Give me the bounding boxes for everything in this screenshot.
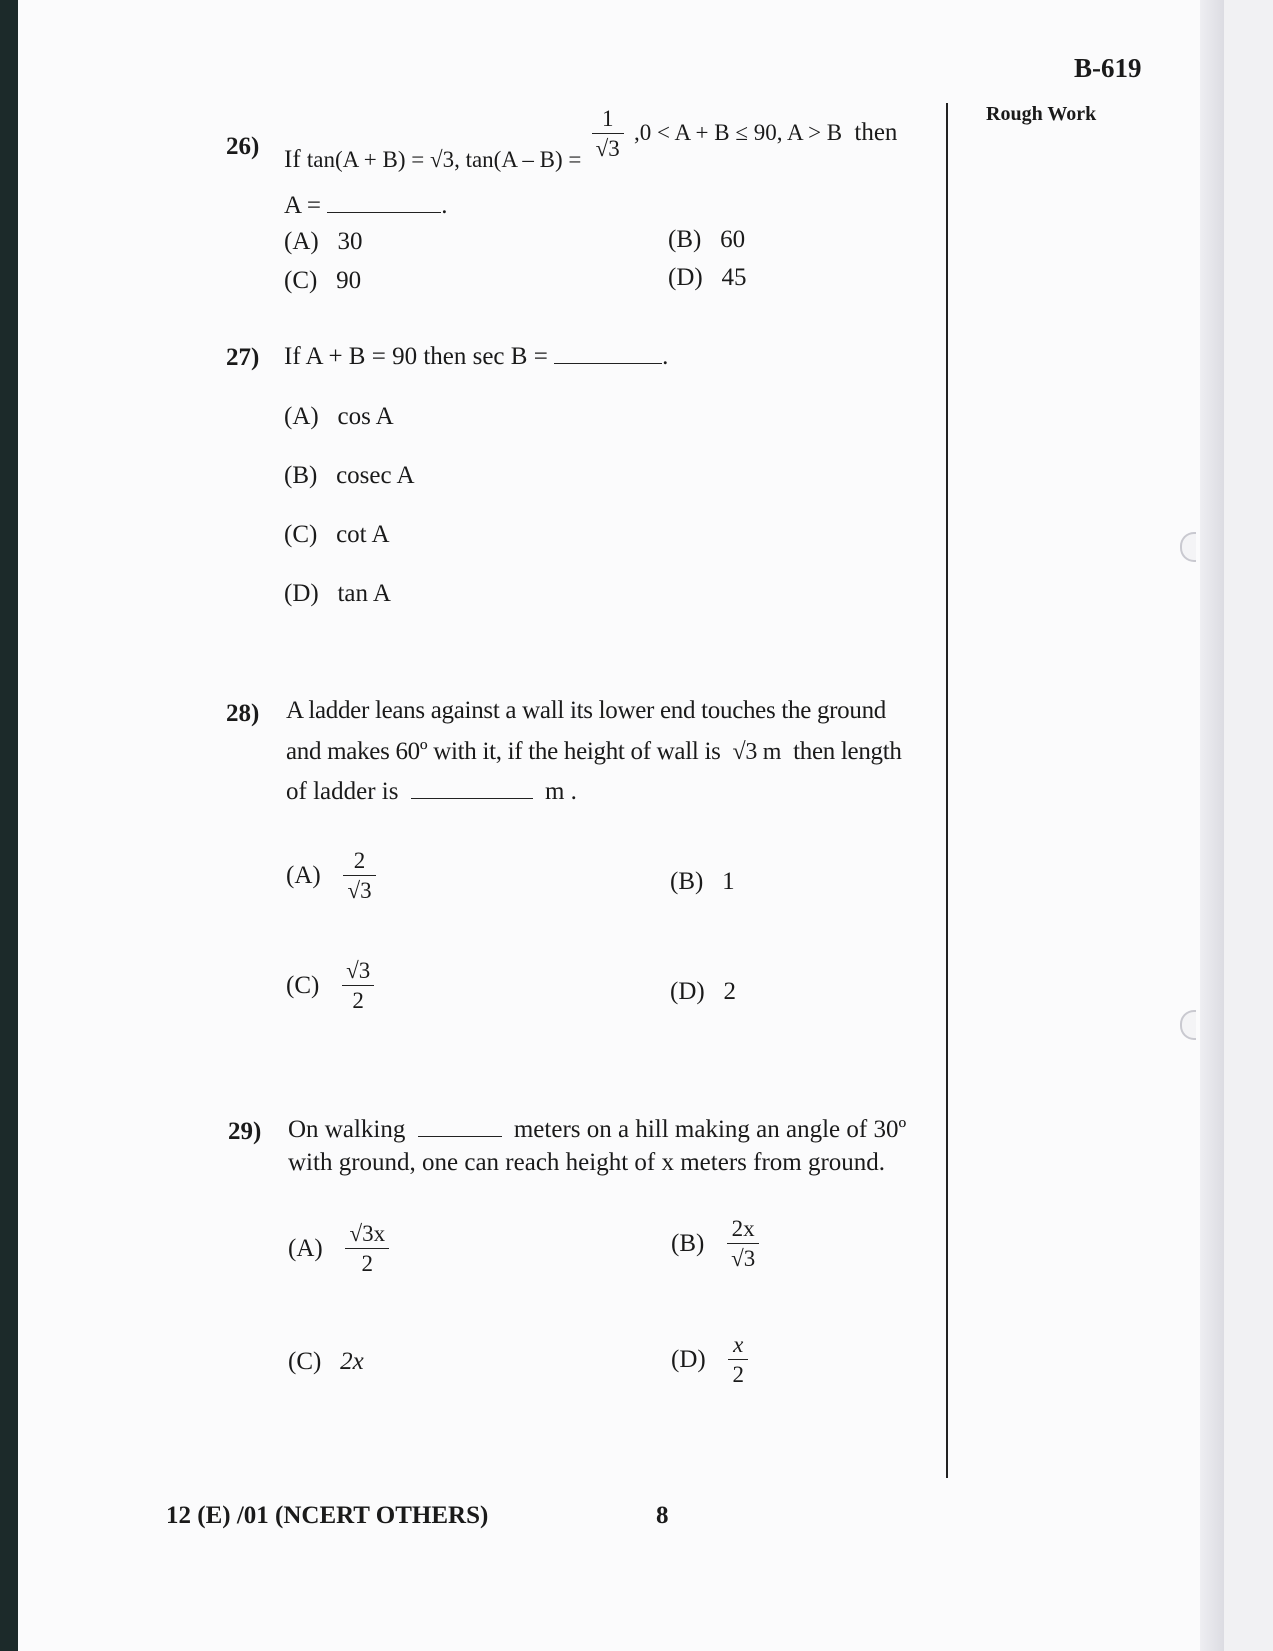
option-d[interactable] [671,1332,752,1388]
answer-blank [418,1136,502,1137]
option-label: (A) [284,228,319,255]
question-stem [284,343,668,371]
question-number: 28) [226,700,260,727]
stem-line-2a: and makes 60º with it, if the height of wall is [286,738,721,765]
stem-fraction [592,106,624,162]
option-fraction [728,1332,748,1388]
option-label: (D) [668,264,703,291]
option-d[interactable] [670,978,736,1006]
option-a[interactable] [284,228,362,256]
option-label: (B) [671,1229,705,1257]
option-value: cosec A [336,462,415,489]
option-value: 2x [340,1348,364,1375]
stem-line-2 [286,738,902,766]
fraction-numerator: x [728,1332,748,1360]
stem-tail: then [854,118,898,146]
stem-lead: If [284,145,301,173]
answer-end: . [441,192,448,219]
option-label: (D) [670,978,705,1005]
option-label: (B) [670,868,704,895]
stem-line-1b: meters on a hill making an angle of 30º [513,1116,907,1143]
footer-paper-id: 12 (E) /01 (NCERT OTHERS) [166,1502,489,1529]
stem-line-3 [286,778,577,806]
answer-line [284,192,448,220]
stem-line-3b: m . [544,778,577,805]
stem-line-2: with ground, one can reach height of x meters from ground. [288,1149,886,1176]
option-label: (A) [284,403,319,430]
stem-line-1: A ladder leans against a wall its lower end touches the ground [286,697,886,724]
option-fraction [342,958,374,1014]
fraction-numerator: √3 [342,958,374,986]
answer-blank [327,212,441,213]
page-number: 8 [656,1502,669,1529]
exam-page [18,0,1223,1651]
fraction-denominator: √3 [595,136,620,162]
rough-work-label: Rough Work [986,103,1097,125]
option-d[interactable] [668,264,746,292]
option-a[interactable] [288,1221,393,1277]
option-value: 90 [336,267,362,294]
option-c[interactable] [286,958,378,1014]
stem-end: . [662,343,669,370]
fraction-numerator: √3x [345,1221,389,1249]
option-c[interactable] [284,267,361,295]
question-number: 26) [226,133,260,160]
stem-text: If A + B = 90 then sec B = [284,343,548,370]
stem-expression-2: ,0 < A + B ≤ 90, A > B [634,119,843,145]
option-value: 45 [721,264,747,291]
rough-work-divider [946,103,948,1478]
option-label: (D) [284,580,319,607]
option-fraction [345,1221,389,1277]
option-value: 1 [722,868,735,895]
option-value: 60 [720,226,746,253]
fraction-denominator: √3 [731,1246,756,1272]
fraction-denominator: 2 [352,988,364,1014]
option-label: (B) [668,226,702,253]
option-value: 2 [723,978,736,1005]
option-value: tan A [337,580,391,607]
option-a[interactable] [286,848,380,904]
fraction-denominator: √3 [347,878,372,904]
option-a[interactable] [284,403,394,431]
answer-blank [554,363,662,364]
option-label: (B) [284,462,318,489]
answer-prefix: A = [284,192,322,219]
option-value: cot A [336,521,390,548]
option-d[interactable] [284,580,391,608]
fraction-denominator: 2 [361,1251,374,1277]
question-number: 27) [226,344,260,371]
fraction-denominator: 2 [732,1362,744,1388]
option-value: cos A [337,403,394,430]
option-b[interactable] [284,462,415,490]
question-number: 29) [228,1118,262,1145]
page-edge-shadow [1200,0,1224,1651]
option-fraction [727,1216,759,1272]
option-label: (C) [284,521,318,548]
option-label: (A) [288,1234,323,1262]
option-label: (C) [284,267,318,294]
fraction-numerator: 2x [727,1216,759,1244]
option-value: 30 [337,228,363,255]
question-stem [284,106,898,173]
option-label: (D) [671,1345,706,1373]
option-c[interactable] [288,1348,364,1376]
paper-code: B-619 [1074,53,1142,83]
option-c[interactable] [284,521,390,549]
option-label: (C) [288,1348,322,1375]
stem-line-1 [288,1116,906,1144]
stem-line-3a: of ladder is [286,778,399,805]
stem-expression-1: tan(A + B) = √3, tan(A – B) = [306,146,582,172]
stem-line-2b: √3 m [732,739,782,765]
fraction-numerator: 2 [343,848,375,876]
option-b[interactable] [671,1216,763,1272]
option-b[interactable] [668,226,745,254]
option-b[interactable] [670,868,735,896]
option-label: (A) [286,861,321,889]
answer-blank [411,798,533,799]
option-fraction [343,848,375,904]
stem-line-2c: then length [793,738,902,765]
scan-left-edge [0,0,18,1651]
fraction-numerator: 1 [592,106,624,134]
stem-line-1a: On walking [288,1116,406,1143]
option-label: (C) [286,971,320,999]
